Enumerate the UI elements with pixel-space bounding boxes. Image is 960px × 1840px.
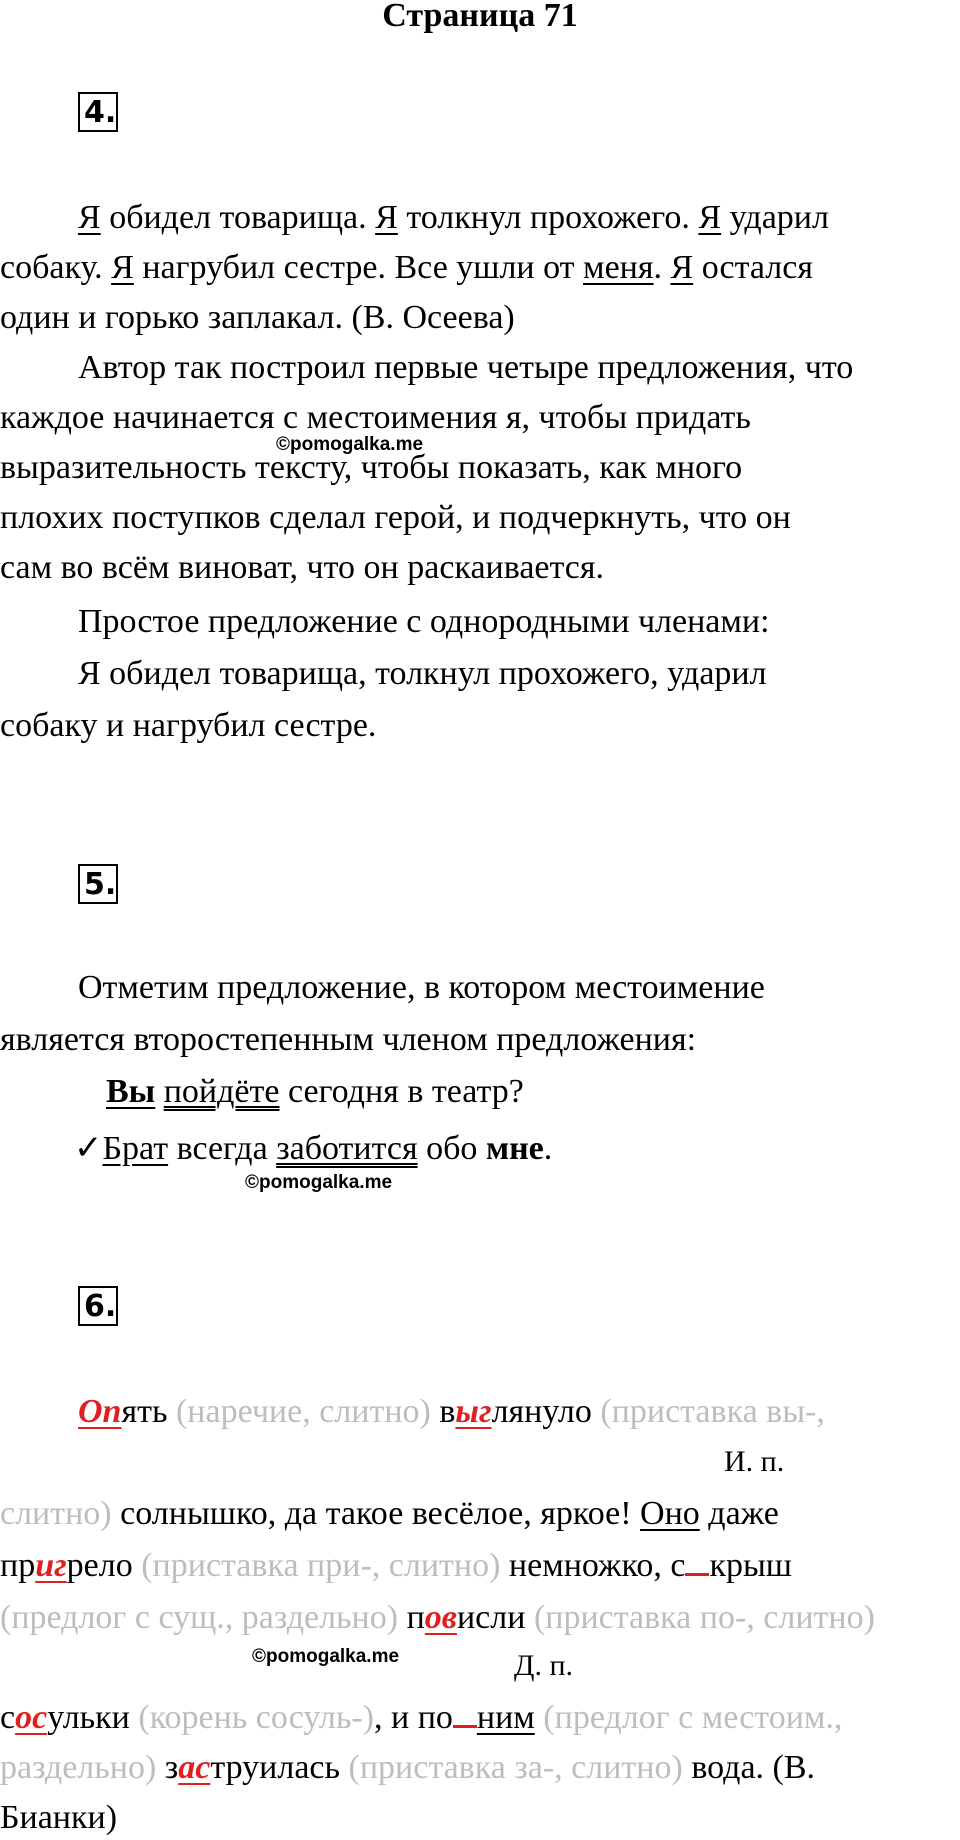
task4-para1-line1: Я обидел товарища. Я толкнул прохожего. Я ударил [78, 199, 829, 236]
task4-para1-line2: собаку. Я нагрубил сестре. Все ушли от меня. Я остался [0, 249, 813, 286]
task5-option-1: Вы пойдёте сегодня в театр? [106, 1073, 524, 1110]
task4-para2-line3: выразительность тексту, чтобы показать, как много [0, 449, 743, 486]
task4-para4-line2: собаку и нагрубил сестре. [0, 707, 377, 744]
task4-para4-line1: Я обидел товарища, толкнул прохожего, ударил [78, 655, 767, 692]
task-6-number: 6. [78, 1286, 124, 1328]
task5-option-2: ✓Брат всегда заботится обо мне. [74, 1128, 553, 1168]
task6-line3: пригрело (приставка при-, слитно) немножко, с крыш [0, 1547, 792, 1584]
watermark: ©pomogalka.me [276, 434, 424, 455]
page-title: Страница 71 [382, 0, 578, 34]
separate-spelling-gap [685, 1545, 709, 1576]
task-5-number: 5. [78, 864, 124, 906]
task6-line2: слитно) солнышко, да такое весёлое, яркое! Оно даже [0, 1495, 779, 1532]
watermark: ©pomogalka.me [252, 1646, 400, 1667]
task6-line4: (предлог с сущ., раздельно) повисли (приставка по-, слитно) [0, 1599, 875, 1636]
task-number-box [78, 1286, 118, 1326]
task-4-number: 4. [78, 92, 124, 134]
task6-line5: сосульки (корень сосуль-), и по ним (предлог с местоим., [0, 1699, 843, 1736]
case-label-nominative: И. п. [724, 1445, 785, 1478]
task6-line6: раздельно) заструилась (приставка за-, слитно) вода. (В. [0, 1749, 816, 1786]
task4-para1-line3: один и горько заплакал. (В. Осеева) [0, 299, 515, 336]
task6-line1: Опять (наречие, слитно) выглянуло (приставка вы-, [78, 1393, 825, 1430]
task4-para2-line2: каждое начинается с местоимения я, чтобы придать [0, 399, 751, 436]
watermark: ©pomogalka.me [245, 1172, 393, 1193]
separate-spelling-gap [453, 1697, 477, 1728]
task4-para3: Простое предложение с однородными членами: [78, 603, 770, 640]
task-number-box [78, 92, 118, 132]
task-number-box [78, 864, 118, 904]
task5-question-line2: является второстепенным членом предложения: [0, 1021, 697, 1058]
task4-para2-line5: сам во всём виноват, что он раскаивается. [0, 549, 605, 586]
task6-line7: Бианки) [0, 1799, 118, 1836]
checkmark-icon: ✓ [74, 1128, 103, 1168]
task4-para2-line4: плохих поступков сделал герой, и подчеркнуть, что он [0, 499, 791, 536]
task4-para2-line1: Автор так построил первые четыре предложения, что [78, 349, 854, 386]
case-label-dative: Д. п. [514, 1649, 574, 1682]
task5-question-line1: Отметим предложение, в котором местоимение [78, 969, 765, 1006]
